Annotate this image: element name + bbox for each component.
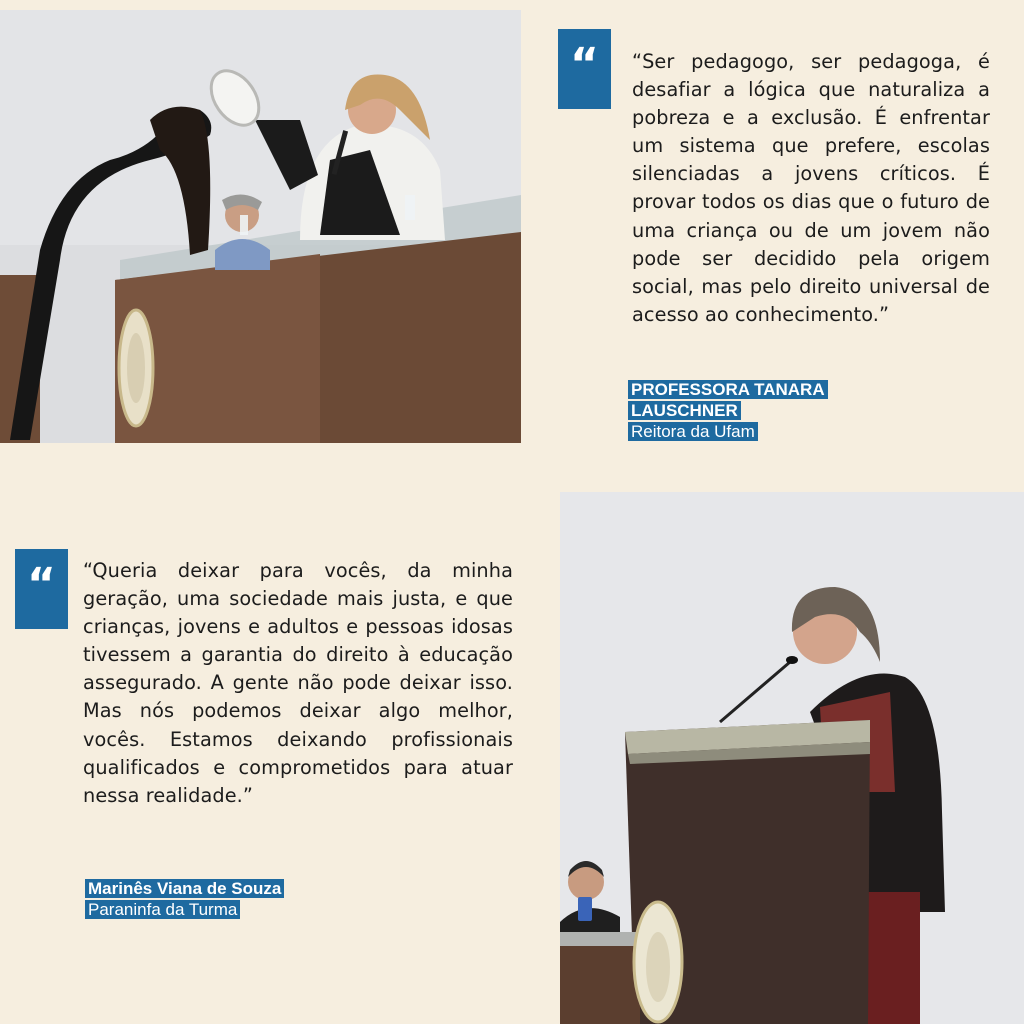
quotation-mark-icon: “ [15, 549, 68, 629]
author-name: Marinês Viana de Souza [85, 879, 284, 898]
speaker-at-podium-photo [560, 492, 1024, 1024]
attribution-paraninfa [85, 879, 345, 921]
attribution-rector [628, 380, 868, 443]
author-role: Reitora da Ufam [628, 422, 758, 441]
quote-text-paraninfa: “Queria deixar para vocês, da minha geração, uma sociedade mais justa, e que crianças, jovens e adultos e pessoas idosas tivessem a garantia do direito à educação assegurado. A gente não pode deixar isso. Mas nós podemos deixar algo melhor, vocês. Estamos deixando profissionais qualificados e comprometidos para atuar nessa realidade.” [83, 559, 513, 807]
quotation-mark-icon: “ [558, 29, 611, 109]
speaker-illustration [560, 492, 1024, 1024]
graduation-ceremony-photo [0, 10, 521, 443]
author-name: PROFESSORA TANARA LAUSCHNER [628, 380, 828, 420]
author-role: Paraninfa da Turma [85, 900, 240, 919]
quote-text-rector: “Ser pedagogo, ser pedagoga, é desafiar a lógica que naturaliza a pobreza e a exclusão. É enfrentar um sistema que prefere, escolas silenciadas a jovens críticos. É provar todos os dias que o futuro de uma criança ou de um jovem não pode ser decidido pela origem social, mas pelo direito universal de acesso ao conhecimento.” [632, 50, 990, 326]
graduation-ceremony-illustration [0, 10, 521, 443]
